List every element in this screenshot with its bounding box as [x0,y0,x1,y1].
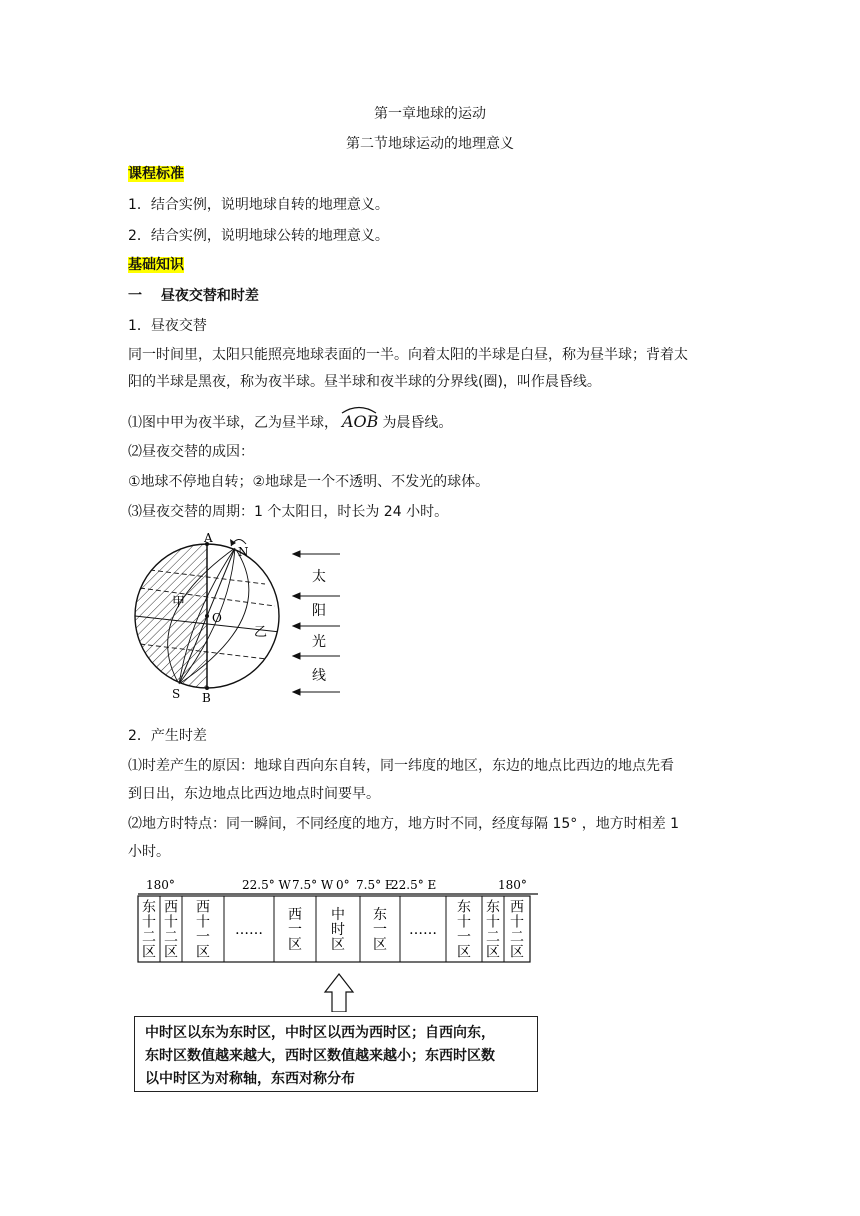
zone-5-char-1: 时 [331,922,345,938]
zone-2-char-2: 一 [196,929,210,946]
arc-symbol-icon [340,404,378,414]
zone-4-char-1: 一 [288,922,302,938]
zone-5-char-0: 中 [331,907,345,923]
lon-label-180-right: 180° [498,878,527,892]
para1-line1: 同一时间里，太阳只能照亮地球表面的一半。向着太阳的半球是白昼，称为昼半球；背着太 [128,347,688,363]
zone-2-char-3: 区 [196,944,210,961]
zone-0-char-1: 十 [142,914,156,931]
zone-10-char-2: 二 [510,929,524,946]
label-a: A [204,532,213,545]
lon-label-22-5e: 22.5° E [391,878,437,892]
zone-8-char-0: 东 [457,899,471,916]
zone-1-char-1: 十 [164,914,178,931]
item2: ⑵昼夜交替的成因： [128,444,254,460]
sunlight-char-2: 阳 [312,603,326,619]
basic-knowledge-heading: 基础知识 [128,257,184,273]
para1-line2: 阳的半球是黑夜，称为夜半球。昼半球和夜半球的分界线(圈)，叫作晨昏线。 [128,374,601,390]
zone-3-char-0: …… [235,922,263,938]
lon-label-180-left: 180° [146,878,175,892]
note-line-1: 中时区以东为东时区，中时区以西为西时区；自西向东， [145,1025,495,1041]
zone-8-char-2: 一 [457,929,471,946]
label-b: B [202,691,211,704]
label-yi: 乙 [254,625,268,640]
note-line-2: 东时区数值越来越大，西时区数值越来越小；东西时区数 [145,1048,495,1064]
zone-10-char-3: 区 [510,944,524,961]
feature-line1: ⑵地方时特点：同一瞬间，不同经度的地方，地方时不同，经度每隔 15° ，地方时相差 1 [128,816,680,832]
label-s: S [172,687,181,701]
zone-5-char-2: 区 [331,937,345,953]
zone-8-char-1: 十 [457,914,471,931]
sunlight-char-3: 光 [312,634,326,650]
zone-7-char-0: …… [409,922,437,938]
item1-pre: ⑴图中甲为夜半球，乙为昼半球， [128,415,338,431]
label-n: N [238,545,249,559]
lon-label-7-5e: 7.5° E [356,878,394,892]
zone-8-char-3: 区 [457,944,471,961]
feature-line2: 小时。 [128,844,170,860]
cause-line1: ⑴时差产生的原因：地球自西向东自转，同一纬度的地区，东边的地点比西边的地点先看 [128,758,674,774]
sub2-title: 2．产生时差 [128,728,207,744]
zone-0-char-2: 二 [142,929,156,946]
zone-9-char-3: 区 [486,944,500,961]
zone-1-char-0: 西 [164,899,178,916]
lon-label-22-5w: 22.5° W [242,878,291,892]
item1-post: 为晨昏线。 [382,415,453,431]
lon-label-0: 0° [336,878,350,892]
timezone-figure [134,872,544,1012]
standard-item-1: 1．结合实例，说明地球自转的地理意义。 [128,197,389,213]
zone-9-char-0: 东 [486,899,500,916]
globe-figure [130,532,350,704]
part1-title: 一 昼夜交替和时差 [128,288,259,304]
sunlight-char-1: 太 [312,569,326,585]
sunlight-char-4: 线 [312,668,326,684]
lon-label-7-5w: 7.5° W [292,878,334,892]
item1 [128,412,452,433]
note-line-3: 以中时区为对称轴，东西对称分布 [145,1071,355,1087]
zone-4-char-0: 西 [288,907,302,923]
section-title: 第二节地球运动的地理意义 [346,136,514,152]
arc-label: AOB [342,412,379,431]
up-arrow-icon [325,974,353,1012]
zone-10-char-0: 西 [510,899,524,916]
zone-9-char-1: 十 [486,914,500,931]
zone-0-char-0: 东 [142,899,156,916]
zone-6-char-1: 一 [373,922,387,938]
label-o: O [212,611,222,625]
zone-2-char-1: 十 [196,914,210,931]
item2-detail: ①地球不停地自转；②地球是一个不透明、不发光的球体。 [128,474,490,490]
zone-6-char-0: 东 [373,907,387,923]
zone-1-char-3: 区 [164,944,178,961]
cause-line2: 到日出，东边地点比西边地点时间要早。 [128,786,380,802]
curriculum-standard-heading: 课程标准 [128,166,184,182]
label-jia: 甲 [172,595,186,610]
zone-6-char-2: 区 [373,937,387,953]
timezone-note-box [134,1016,538,1092]
zone-0-char-3: 区 [142,944,156,961]
standard-item-2: 2．结合实例，说明地球公转的地理意义。 [128,228,389,244]
zone-10-char-1: 十 [510,914,524,931]
zone-9-char-2: 二 [486,929,500,946]
item3: ⑶昼夜交替的周期：1 个太阳日，时长为 24 小时。 [128,504,449,520]
arc-aob [338,412,382,432]
zone-1-char-2: 二 [164,929,178,946]
zone-4-char-2: 区 [288,937,302,953]
sub1-title: 1．昼夜交替 [128,318,207,334]
zone-2-char-0: 西 [196,899,210,916]
chapter-title: 第一章地球的运动 [374,106,486,122]
